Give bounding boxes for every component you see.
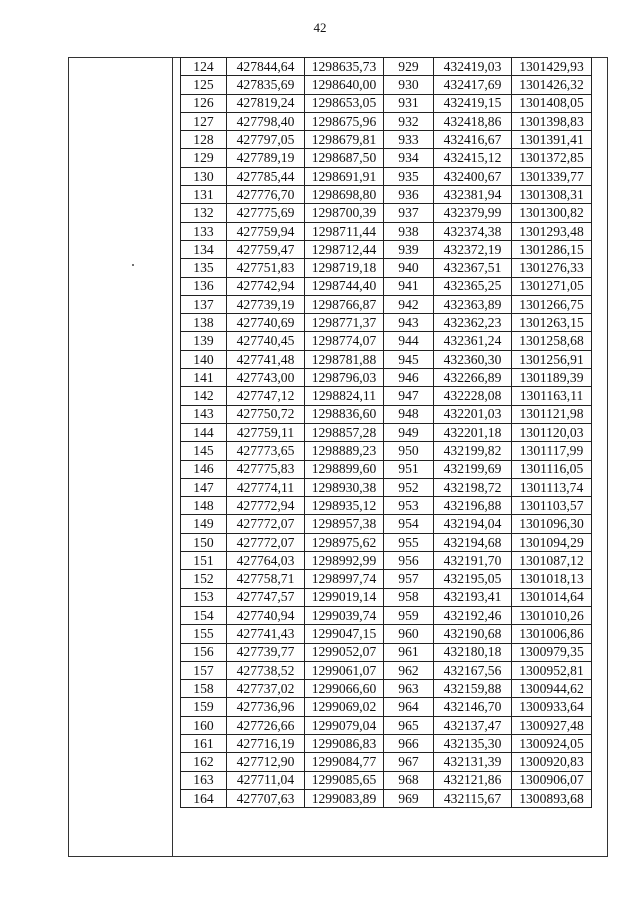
- point-number-right: 931: [384, 94, 434, 112]
- x-coord-left: 427737,02: [227, 680, 305, 698]
- table-row: [181, 716, 592, 734]
- y-coord-right: 1301117,99: [512, 442, 592, 460]
- point-number-left: 164: [181, 789, 227, 807]
- y-coord-right: 1301014,64: [512, 588, 592, 606]
- point-number-left: 145: [181, 442, 227, 460]
- y-coord-left: 1298836,60: [305, 405, 384, 423]
- x-coord-left: 427740,94: [227, 606, 305, 624]
- y-coord-right: 1301276,33: [512, 259, 592, 277]
- table-row: [181, 552, 592, 570]
- y-coord-right: 1301258,68: [512, 332, 592, 350]
- table-row: [181, 131, 592, 149]
- y-coord-left: 1298766,87: [305, 295, 384, 313]
- x-coord-left: 427764,03: [227, 552, 305, 570]
- point-number-right: 955: [384, 533, 434, 551]
- x-coord-left: 427759,94: [227, 222, 305, 240]
- x-coord-left: 427739,77: [227, 643, 305, 661]
- point-number-left: 152: [181, 570, 227, 588]
- point-number-left: 126: [181, 94, 227, 112]
- y-coord-right: 1301163,11: [512, 387, 592, 405]
- x-coord-right: 432400,67: [434, 167, 512, 185]
- x-coord-right: 432360,30: [434, 350, 512, 368]
- x-coord-right: 432201,03: [434, 405, 512, 423]
- table-row: [181, 149, 592, 167]
- x-coord-left: 427775,83: [227, 460, 305, 478]
- point-number-left: 128: [181, 131, 227, 149]
- y-coord-right: 1300952,81: [512, 661, 592, 679]
- table-row: [181, 570, 592, 588]
- x-coord-right: 432362,23: [434, 314, 512, 332]
- point-number-left: 154: [181, 606, 227, 624]
- x-coord-right: 432159,88: [434, 680, 512, 698]
- point-number-right: 947: [384, 387, 434, 405]
- x-coord-left: 427751,83: [227, 259, 305, 277]
- table-row: [181, 460, 592, 478]
- table-row: [181, 442, 592, 460]
- y-coord-left: 1299079,04: [305, 716, 384, 734]
- point-number-right: 941: [384, 277, 434, 295]
- coordinates-table-body: [181, 58, 592, 808]
- y-coord-right: 1301339,77: [512, 167, 592, 185]
- x-coord-right: 432418,86: [434, 112, 512, 130]
- x-coord-left: 427716,19: [227, 734, 305, 752]
- y-coord-left: 1298857,28: [305, 423, 384, 441]
- table-row: [181, 606, 592, 624]
- y-coord-left: 1298889,23: [305, 442, 384, 460]
- point-number-right: 937: [384, 204, 434, 222]
- x-coord-left: 427743,00: [227, 369, 305, 387]
- table-row: [181, 643, 592, 661]
- x-coord-left: 427740,69: [227, 314, 305, 332]
- x-coord-left: 427785,44: [227, 167, 305, 185]
- x-coord-right: 432228,08: [434, 387, 512, 405]
- y-coord-right: 1301256,91: [512, 350, 592, 368]
- y-coord-left: 1298711,44: [305, 222, 384, 240]
- x-coord-left: 427773,65: [227, 442, 305, 460]
- table-row: [181, 771, 592, 789]
- x-coord-left: 427759,11: [227, 423, 305, 441]
- y-coord-right: 1301113,74: [512, 478, 592, 496]
- table-row: [181, 405, 592, 423]
- point-number-right: 944: [384, 332, 434, 350]
- point-number-left: 156: [181, 643, 227, 661]
- point-number-right: 952: [384, 478, 434, 496]
- point-number-left: 146: [181, 460, 227, 478]
- x-coord-left: 427747,57: [227, 588, 305, 606]
- y-coord-right: 1301372,85: [512, 149, 592, 167]
- y-coord-left: 1299083,89: [305, 789, 384, 807]
- point-number-left: 149: [181, 515, 227, 533]
- y-coord-left: 1298698,80: [305, 186, 384, 204]
- x-coord-left: 427741,43: [227, 625, 305, 643]
- y-coord-right: 1301103,57: [512, 497, 592, 515]
- x-coord-right: 432196,88: [434, 497, 512, 515]
- x-coord-right: 432146,70: [434, 698, 512, 716]
- x-coord-left: 427712,90: [227, 753, 305, 771]
- point-number-left: 158: [181, 680, 227, 698]
- x-coord-right: 432121,86: [434, 771, 512, 789]
- x-coord-right: 432180,18: [434, 643, 512, 661]
- point-number-right: 959: [384, 606, 434, 624]
- point-number-left: 135: [181, 259, 227, 277]
- point-number-right: 948: [384, 405, 434, 423]
- y-coord-left: 1298899,60: [305, 460, 384, 478]
- y-coord-left: 1298992,99: [305, 552, 384, 570]
- point-number-left: 131: [181, 186, 227, 204]
- point-number-right: 968: [384, 771, 434, 789]
- y-coord-right: 1300893,68: [512, 789, 592, 807]
- point-number-left: 142: [181, 387, 227, 405]
- x-coord-left: 427798,40: [227, 112, 305, 130]
- table-row: [181, 222, 592, 240]
- y-coord-right: 1301263,15: [512, 314, 592, 332]
- point-number-left: 163: [181, 771, 227, 789]
- point-number-left: 125: [181, 76, 227, 94]
- x-coord-right: 432379,99: [434, 204, 512, 222]
- y-coord-left: 1299052,07: [305, 643, 384, 661]
- y-coord-right: 1301087,12: [512, 552, 592, 570]
- x-coord-right: 432192,46: [434, 606, 512, 624]
- point-number-left: 129: [181, 149, 227, 167]
- point-number-right: 960: [384, 625, 434, 643]
- y-coord-right: 1301429,93: [512, 58, 592, 76]
- y-coord-left: 1298781,88: [305, 350, 384, 368]
- point-number-right: 950: [384, 442, 434, 460]
- y-coord-right: 1301010,26: [512, 606, 592, 624]
- x-coord-left: 427835,69: [227, 76, 305, 94]
- y-coord-left: 1298774,07: [305, 332, 384, 350]
- x-coord-right: 432372,19: [434, 240, 512, 258]
- y-coord-left: 1298997,74: [305, 570, 384, 588]
- y-coord-right: 1301189,39: [512, 369, 592, 387]
- point-number-left: 130: [181, 167, 227, 185]
- y-coord-left: 1298957,38: [305, 515, 384, 533]
- table-row: [181, 734, 592, 752]
- x-coord-left: 427772,94: [227, 497, 305, 515]
- y-coord-left: 1299039,74: [305, 606, 384, 624]
- y-coord-left: 1298771,37: [305, 314, 384, 332]
- y-coord-right: 1301120,03: [512, 423, 592, 441]
- x-coord-right: 432365,25: [434, 277, 512, 295]
- y-coord-left: 1299061,07: [305, 661, 384, 679]
- x-coord-left: 427772,07: [227, 533, 305, 551]
- table-row: [181, 789, 592, 807]
- y-coord-left: 1298675,96: [305, 112, 384, 130]
- x-coord-left: 427819,24: [227, 94, 305, 112]
- point-number-left: 133: [181, 222, 227, 240]
- point-number-left: 141: [181, 369, 227, 387]
- point-number-left: 155: [181, 625, 227, 643]
- x-coord-right: 432363,89: [434, 295, 512, 313]
- point-number-left: 162: [181, 753, 227, 771]
- point-number-right: 966: [384, 734, 434, 752]
- y-coord-left: 1299086,83: [305, 734, 384, 752]
- point-number-left: 134: [181, 240, 227, 258]
- table-row: [181, 76, 592, 94]
- x-coord-right: 432115,67: [434, 789, 512, 807]
- y-coord-right: 1300924,05: [512, 734, 592, 752]
- y-coord-left: 1298824,11: [305, 387, 384, 405]
- x-coord-left: 427739,19: [227, 295, 305, 313]
- x-coord-right: 432190,68: [434, 625, 512, 643]
- y-coord-right: 1301286,15: [512, 240, 592, 258]
- y-coord-right: 1301300,82: [512, 204, 592, 222]
- coordinates-table: [180, 57, 592, 808]
- y-coord-left: 1298700,39: [305, 204, 384, 222]
- y-coord-right: 1300944,62: [512, 680, 592, 698]
- x-coord-right: 432417,69: [434, 76, 512, 94]
- y-coord-left: 1298719,18: [305, 259, 384, 277]
- point-number-right: 969: [384, 789, 434, 807]
- table-row: [181, 167, 592, 185]
- point-number-left: 150: [181, 533, 227, 551]
- table-row: [181, 240, 592, 258]
- x-coord-right: 432201,18: [434, 423, 512, 441]
- y-coord-right: 1301116,05: [512, 460, 592, 478]
- y-coord-left: 1298640,00: [305, 76, 384, 94]
- y-coord-right: 1301121,98: [512, 405, 592, 423]
- y-coord-right: 1300920,83: [512, 753, 592, 771]
- point-number-right: 965: [384, 716, 434, 734]
- y-coord-left: 1298679,81: [305, 131, 384, 149]
- table-row: [181, 478, 592, 496]
- table-row: [181, 204, 592, 222]
- point-number-left: 157: [181, 661, 227, 679]
- point-number-right: 936: [384, 186, 434, 204]
- point-number-right: 935: [384, 167, 434, 185]
- y-coord-left: 1298975,62: [305, 533, 384, 551]
- y-coord-right: 1300933,64: [512, 698, 592, 716]
- point-number-right: 932: [384, 112, 434, 130]
- x-coord-right: 432199,69: [434, 460, 512, 478]
- left-column-divider: [172, 57, 173, 857]
- table-row: [181, 533, 592, 551]
- point-number-right: 949: [384, 423, 434, 441]
- x-coord-left: 427750,72: [227, 405, 305, 423]
- point-number-left: 137: [181, 295, 227, 313]
- point-number-right: 939: [384, 240, 434, 258]
- point-number-right: 938: [384, 222, 434, 240]
- x-coord-left: 427740,45: [227, 332, 305, 350]
- point-number-left: 140: [181, 350, 227, 368]
- y-coord-right: 1301398,83: [512, 112, 592, 130]
- x-coord-left: 427758,71: [227, 570, 305, 588]
- y-coord-right: 1301426,32: [512, 76, 592, 94]
- y-coord-left: 1298635,73: [305, 58, 384, 76]
- point-number-right: 943: [384, 314, 434, 332]
- point-number-right: 961: [384, 643, 434, 661]
- table-row: [181, 369, 592, 387]
- y-coord-right: 1300927,48: [512, 716, 592, 734]
- y-coord-left: 1298712,44: [305, 240, 384, 258]
- point-number-left: 139: [181, 332, 227, 350]
- table-row: [181, 58, 592, 76]
- table-row: [181, 625, 592, 643]
- point-number-right: 933: [384, 131, 434, 149]
- point-number-left: 147: [181, 478, 227, 496]
- x-coord-left: 427711,04: [227, 771, 305, 789]
- y-coord-left: 1299047,15: [305, 625, 384, 643]
- point-number-right: 945: [384, 350, 434, 368]
- y-coord-right: 1301018,13: [512, 570, 592, 588]
- table-row: [181, 295, 592, 313]
- point-number-left: 124: [181, 58, 227, 76]
- point-number-right: 954: [384, 515, 434, 533]
- table-row: [181, 661, 592, 679]
- y-coord-right: 1301096,30: [512, 515, 592, 533]
- point-number-left: 138: [181, 314, 227, 332]
- x-coord-right: 432198,72: [434, 478, 512, 496]
- point-number-right: 957: [384, 570, 434, 588]
- y-coord-left: 1298691,91: [305, 167, 384, 185]
- x-coord-right: 432193,41: [434, 588, 512, 606]
- point-number-right: 963: [384, 680, 434, 698]
- point-number-left: 132: [181, 204, 227, 222]
- point-number-right: 953: [384, 497, 434, 515]
- table-row: [181, 497, 592, 515]
- x-coord-right: 432167,56: [434, 661, 512, 679]
- point-number-left: 143: [181, 405, 227, 423]
- point-number-left: 136: [181, 277, 227, 295]
- point-number-left: 153: [181, 588, 227, 606]
- y-coord-left: 1299085,65: [305, 771, 384, 789]
- x-coord-right: 432416,67: [434, 131, 512, 149]
- x-coord-right: 432381,94: [434, 186, 512, 204]
- x-coord-left: 427789,19: [227, 149, 305, 167]
- y-coord-right: 1301308,31: [512, 186, 592, 204]
- point-number-right: 951: [384, 460, 434, 478]
- point-number-left: 159: [181, 698, 227, 716]
- point-number-left: 151: [181, 552, 227, 570]
- x-coord-left: 427707,63: [227, 789, 305, 807]
- table-row: [181, 94, 592, 112]
- y-coord-right: 1301408,05: [512, 94, 592, 112]
- point-number-left: 127: [181, 112, 227, 130]
- x-coord-left: 427775,69: [227, 204, 305, 222]
- table-row: [181, 186, 592, 204]
- table-row: [181, 753, 592, 771]
- x-coord-left: 427738,52: [227, 661, 305, 679]
- y-coord-left: 1298687,50: [305, 149, 384, 167]
- table-row: [181, 350, 592, 368]
- x-coord-right: 432419,15: [434, 94, 512, 112]
- x-coord-left: 427759,47: [227, 240, 305, 258]
- x-coord-left: 427726,66: [227, 716, 305, 734]
- point-number-left: 144: [181, 423, 227, 441]
- point-number-right: 942: [384, 295, 434, 313]
- y-coord-right: 1301266,75: [512, 295, 592, 313]
- point-number-right: 929: [384, 58, 434, 76]
- x-coord-left: 427797,05: [227, 131, 305, 149]
- x-coord-left: 427776,70: [227, 186, 305, 204]
- y-coord-left: 1298935,12: [305, 497, 384, 515]
- x-coord-right: 432131,39: [434, 753, 512, 771]
- x-coord-right: 432266,89: [434, 369, 512, 387]
- x-coord-right: 432415,12: [434, 149, 512, 167]
- point-number-right: 958: [384, 588, 434, 606]
- x-coord-left: 427736,96: [227, 698, 305, 716]
- x-coord-right: 432195,05: [434, 570, 512, 588]
- y-coord-left: 1298653,05: [305, 94, 384, 112]
- x-coord-right: 432194,04: [434, 515, 512, 533]
- y-coord-left: 1299084,77: [305, 753, 384, 771]
- y-coord-right: 1301271,05: [512, 277, 592, 295]
- y-coord-left: 1298744,40: [305, 277, 384, 295]
- table-row: [181, 259, 592, 277]
- x-coord-right: 432199,82: [434, 442, 512, 460]
- x-coord-right: 432374,38: [434, 222, 512, 240]
- y-coord-left: 1299069,02: [305, 698, 384, 716]
- page-number: 42: [313, 20, 327, 35]
- table-row: [181, 277, 592, 295]
- point-number-left: 161: [181, 734, 227, 752]
- point-number-right: 956: [384, 552, 434, 570]
- table-row: [181, 314, 592, 332]
- x-coord-left: 427844,64: [227, 58, 305, 76]
- y-coord-right: 1301293,48: [512, 222, 592, 240]
- x-coord-right: 432361,24: [434, 332, 512, 350]
- table-row: [181, 387, 592, 405]
- y-coord-left: 1298930,38: [305, 478, 384, 496]
- point-number-right: 946: [384, 369, 434, 387]
- stray-dot: [132, 264, 134, 266]
- point-number-right: 934: [384, 149, 434, 167]
- table-row: [181, 515, 592, 533]
- point-number-left: 148: [181, 497, 227, 515]
- x-coord-right: 432135,30: [434, 734, 512, 752]
- point-number-right: 962: [384, 661, 434, 679]
- y-coord-right: 1300906,07: [512, 771, 592, 789]
- point-number-left: 160: [181, 716, 227, 734]
- x-coord-left: 427774,11: [227, 478, 305, 496]
- x-coord-right: 432419,03: [434, 58, 512, 76]
- point-number-right: 967: [384, 753, 434, 771]
- x-coord-right: 432137,47: [434, 716, 512, 734]
- y-coord-left: 1299019,14: [305, 588, 384, 606]
- point-number-right: 964: [384, 698, 434, 716]
- table-row: [181, 698, 592, 716]
- x-coord-left: 427742,94: [227, 277, 305, 295]
- y-coord-left: 1298796,03: [305, 369, 384, 387]
- table-row: [181, 680, 592, 698]
- x-coord-right: 432191,70: [434, 552, 512, 570]
- x-coord-left: 427747,12: [227, 387, 305, 405]
- y-coord-right: 1301391,41: [512, 131, 592, 149]
- y-coord-right: 1300979,35: [512, 643, 592, 661]
- x-coord-right: 432367,51: [434, 259, 512, 277]
- point-number-right: 930: [384, 76, 434, 94]
- y-coord-right: 1301006,86: [512, 625, 592, 643]
- point-number-right: 940: [384, 259, 434, 277]
- table-row: [181, 423, 592, 441]
- x-coord-left: 427741,48: [227, 350, 305, 368]
- table-row: [181, 588, 592, 606]
- x-coord-left: 427772,07: [227, 515, 305, 533]
- y-coord-left: 1299066,60: [305, 680, 384, 698]
- table-row: [181, 112, 592, 130]
- x-coord-right: 432194,68: [434, 533, 512, 551]
- table-row: [181, 332, 592, 350]
- y-coord-right: 1301094,29: [512, 533, 592, 551]
